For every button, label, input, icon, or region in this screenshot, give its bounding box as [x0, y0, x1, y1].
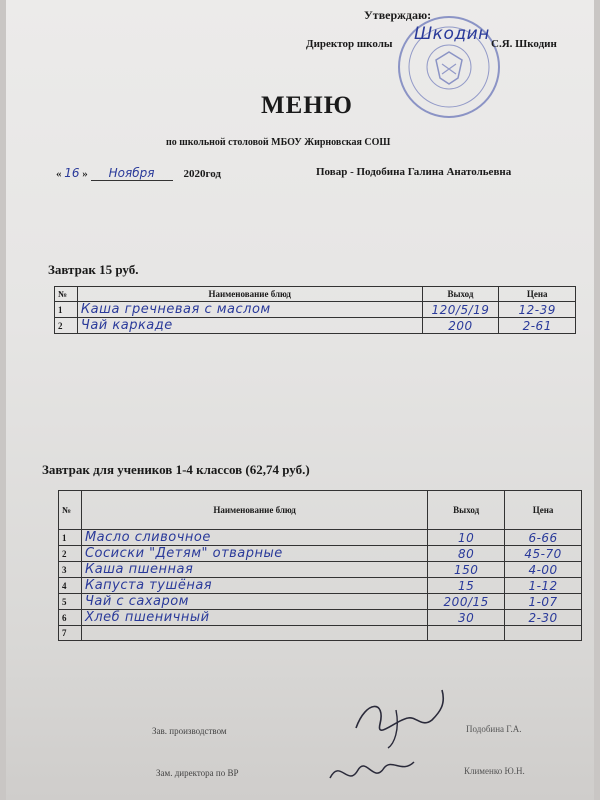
row-qty: 200	[422, 318, 499, 334]
breakfast2-table	[58, 490, 582, 641]
page-title: МЕНЮ	[261, 92, 353, 119]
date-day: 16	[64, 166, 80, 180]
row-price: 2-30	[505, 610, 582, 626]
row-num: 1	[55, 302, 78, 318]
table-row	[59, 594, 582, 610]
row-dish: Каша пшенная	[81, 562, 427, 578]
table-row	[59, 626, 582, 641]
header-price: Цена	[505, 491, 582, 530]
row-num: 3	[59, 562, 82, 578]
row-dish: Масло сливочное	[81, 530, 427, 546]
row-dish: Хлеб пшеничный	[81, 610, 427, 626]
table-row	[59, 530, 582, 546]
row-num: 1	[59, 530, 82, 546]
row-dish: Каша гречневая с маслом	[77, 302, 422, 318]
table-row	[55, 302, 576, 318]
director-signature: Шкодин	[414, 24, 490, 44]
table-row	[59, 578, 582, 594]
header-name: Наименование блюд	[81, 491, 427, 530]
table-row	[55, 318, 576, 334]
row-num: 5	[59, 594, 82, 610]
date-year: 2020год	[183, 168, 221, 180]
row-qty: 80	[428, 546, 505, 562]
row-price: 6-66	[505, 530, 582, 546]
row-price: 4-00	[505, 562, 582, 578]
director-title: Директор школы	[306, 38, 393, 50]
row-num: 6	[59, 610, 82, 626]
row-dish: Чай каркаде	[77, 318, 422, 334]
row-qty: 120/5/19	[422, 302, 499, 318]
breakfast1-table	[54, 286, 576, 334]
row-price: 1-12	[505, 578, 582, 594]
row-num: 2	[55, 318, 78, 334]
deputy-name: Клименко Ю.Н.	[464, 766, 525, 776]
deputy-signature-icon	[322, 748, 422, 792]
row-dish: Сосиски "Детям" отварные	[81, 546, 427, 562]
table-header-row	[59, 491, 582, 530]
row-qty: 150	[428, 562, 505, 578]
header-price: Цена	[499, 287, 576, 302]
header-qty: Выход	[422, 287, 499, 302]
row-num: 7	[59, 626, 82, 641]
header-num: №	[59, 491, 82, 530]
approve-label: Утверждаю:	[364, 8, 432, 22]
production-name: Подобина Г.А.	[466, 724, 522, 734]
header-num: №	[55, 287, 78, 302]
production-label: Зав. производством	[152, 726, 227, 736]
row-price: 45-70	[505, 546, 582, 562]
row-qty: 10	[428, 530, 505, 546]
production-signature-icon	[336, 680, 456, 750]
row-num: 4	[59, 578, 82, 594]
row-price: 12-39	[499, 302, 576, 318]
deputy-label: Зам. директора по ВР	[156, 768, 239, 778]
row-dish: Капуста тушёная	[81, 578, 427, 594]
table-header-row	[55, 287, 576, 302]
table-row	[59, 546, 582, 562]
row-price	[505, 626, 582, 641]
row-dish	[81, 626, 427, 641]
page-subtitle: по школьной столовой МБОУ Жирновская СОШ	[166, 137, 391, 148]
row-dish: Чай с сахаром	[81, 594, 427, 610]
cook-name: Повар - Подобина Галина Анатольевна	[316, 166, 512, 178]
row-price: 2-61	[499, 318, 576, 334]
row-qty: 30	[428, 610, 505, 626]
date-line: « 16 » Ноября 2020год	[56, 166, 221, 180]
menu-document	[6, 0, 594, 800]
table-row	[59, 610, 582, 626]
row-qty: 15	[428, 578, 505, 594]
row-price: 1-07	[505, 594, 582, 610]
row-qty: 200/15	[428, 594, 505, 610]
director-name: С.Я. Шкодин	[491, 38, 557, 50]
header-name: Наименование блюд	[77, 287, 422, 302]
breakfast1-title: Завтрак 15 руб.	[48, 262, 139, 277]
header-qty: Выход	[428, 491, 505, 530]
date-month: Ноября	[91, 166, 173, 181]
breakfast2-title: Завтрак для учеников 1-4 классов (62,74 руб.)	[42, 462, 310, 477]
row-num: 2	[59, 546, 82, 562]
row-qty	[428, 626, 505, 641]
table-row	[59, 562, 582, 578]
